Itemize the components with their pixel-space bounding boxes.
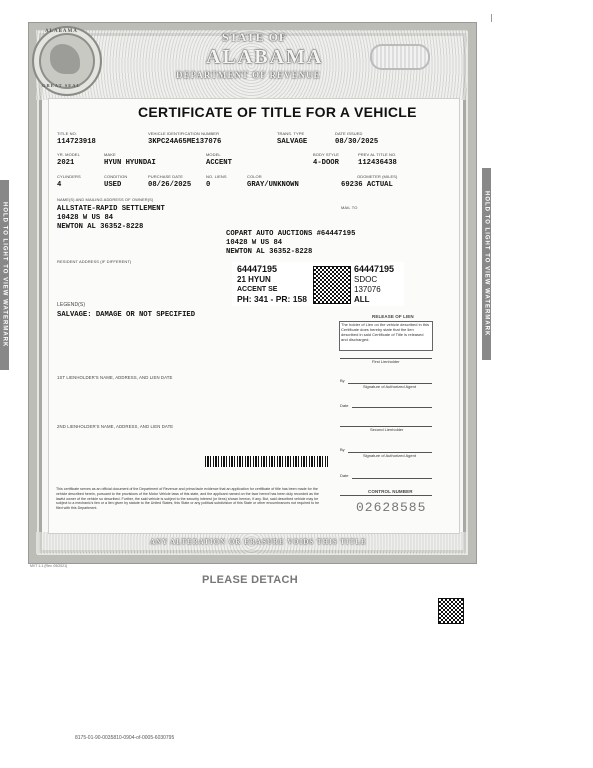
- title-no-value: 114723918: [57, 138, 96, 146]
- seal-top-text: ALABAMA: [45, 29, 78, 34]
- sticker-right-stock: 64447195: [354, 264, 395, 274]
- body-style-label: BODY STYLE: [313, 152, 340, 157]
- date-issued-value: 08/30/2025: [335, 138, 379, 146]
- condition-label: CONDITION: [104, 174, 128, 179]
- second-lienholder-caption: Second Lienholder: [370, 427, 404, 432]
- detach-qr-code: [438, 598, 464, 624]
- model-label: MODEL: [206, 152, 221, 157]
- sticker-right-vin: 137076: [354, 285, 381, 294]
- department-text: DEPARTMENT OF REVENUE: [176, 70, 321, 80]
- date-issued-label: DATE ISSUED: [335, 131, 363, 136]
- odometer-value: 69236 ACTUAL: [341, 181, 393, 189]
- signature-caption-1: Signature of Authorized Agent: [363, 384, 416, 389]
- date-label-1: Date: [340, 403, 349, 408]
- yr-model-label: YR. MODEL: [57, 152, 80, 157]
- sticker-right-doc: SDOC: [354, 275, 378, 284]
- make-label: MAKE: [104, 152, 116, 157]
- form-number: MVT 1-1 (Rev. 09/2021): [30, 564, 68, 568]
- yr-model-value: 2021: [57, 159, 75, 167]
- certificate-title: CERTIFICATE OF TITLE FOR A VEHICLE: [138, 104, 417, 120]
- corner-mark: [491, 14, 492, 22]
- legends-label: LEGEND(S): [57, 302, 86, 308]
- prev-title-label: PREV AL TITLE NO.: [358, 152, 397, 157]
- owner-label: NAME(S) AND MAILING ADDRESS OF OWNER(S): [57, 197, 154, 202]
- make-value: HYUN HYUNDAI: [104, 159, 156, 167]
- security-rosette-icon: [370, 44, 430, 70]
- owner-name: ALLSTATE-RAPID SETTLEMENT: [57, 205, 165, 213]
- cylinders-value: 4: [57, 181, 62, 189]
- cylinders-label: CYLINDERS: [57, 174, 81, 179]
- first-lienholder-label: 1ST LIENHOLDER'S NAME, ADDRESS, AND LIEN DATE: [57, 375, 173, 380]
- first-lienholder-caption: First Lienholder: [372, 359, 400, 364]
- seal-bottom-text: GREAT SEAL: [42, 83, 81, 88]
- state-of-text: STATE OF: [222, 30, 288, 44]
- control-number-value: 02628585: [356, 500, 427, 515]
- vin-value: 3KPC24A65ME137076: [148, 138, 222, 146]
- no-liens-value: 0: [206, 181, 211, 189]
- control-number-label: CONTROL NUMBER: [368, 489, 413, 494]
- resident-address-label: RESIDENT ADDRESS (IF DIFFERENT): [57, 259, 132, 264]
- left-watermark-strip: HOLD TO LIGHT TO VIEW WATERMARK: [0, 180, 9, 370]
- vin-label: VEHICLE IDENTIFICATION NUMBER: [148, 131, 220, 136]
- body-style-value: 4-DOOR: [313, 159, 339, 167]
- mail-to-name: COPART AUTO AUCTIONS #64447195: [226, 230, 356, 238]
- sticker-qr-code: [313, 266, 351, 304]
- right-watermark-strip: HOLD TO LIGHT TO VIEW WATERMARK: [482, 168, 491, 360]
- mail-to-city: NEWTON AL 36352-8228: [226, 248, 313, 256]
- control-number-line: [340, 495, 432, 496]
- disclaimer-text: This certificate serves as an official document of the Department of Revenue and prima facie evidence that an application for certificate of title has been made for the vehicle described herein, pursuant to the provisions of the Motor Vehicle laws of this state, and the applicant named on the face hereof has been duly recorded as the lawful owner of the vehicle so described. Further, the said vehicle is subject to the security interest (or liens) shown hereon, if any. But, said described vehicle may be subject to a mechanic's lien or a lien given by statute to the United States, this State or any political subdivision of this State or other encumbrances not required to be filed with this Department.: [56, 487, 320, 511]
- purchase-date-label: PURCHASE DATE: [148, 174, 184, 179]
- by-label-1: By: [340, 378, 345, 383]
- trans-type-label: TRANS. TYPE: [277, 131, 305, 136]
- bottom-banner-text: ANY ALTERATION OR ERASURE VOIDS THIS TITLE: [150, 538, 367, 546]
- color-label: COLOR: [247, 174, 262, 179]
- sticker-left-model: ACCENT SE: [237, 286, 278, 293]
- release-text: The holder of Lien on the vehicle described in this Certificate does hereby state that the lien described in said Certificate of Title is released and discharged.: [341, 322, 430, 342]
- signature-caption-2: Signature of Authorized Agent: [363, 453, 416, 458]
- please-detach-text: PLEASE DETACH: [202, 574, 298, 586]
- purchase-date-value: 08/26/2025: [148, 181, 192, 189]
- mail-to-street: 10428 W US 84: [226, 239, 283, 247]
- release-title: RELEASE OF LIEN: [372, 314, 414, 319]
- no-liens-label: NO. LIENS: [206, 174, 227, 179]
- sticker-left-ph: PH: 341 - PR: 158: [237, 294, 307, 304]
- condition-value: USED: [104, 181, 122, 189]
- document-barcode: [205, 456, 328, 467]
- owner-city: NEWTON AL 36352-8228: [57, 223, 144, 231]
- second-lienholder-label: 2ND LIENHOLDER'S NAME, ADDRESS, AND LIEN DATE: [57, 424, 174, 429]
- mail-to-label: MAIL TO: [341, 205, 358, 210]
- prev-title-value: 112436438: [358, 159, 397, 167]
- date-line-2: [352, 478, 432, 479]
- state-name: ALABAMA: [206, 46, 324, 68]
- owner-street: 10428 W US 84: [57, 214, 114, 222]
- sticker-left-make: 21 HYUN: [237, 275, 271, 284]
- by-label-2: By: [340, 447, 345, 452]
- odometer-label: ODOMETER (MILES): [357, 174, 398, 179]
- model-value: ACCENT: [206, 159, 232, 167]
- title-no-label: TITLE NO.: [57, 131, 78, 136]
- trans-type-value: SALVAGE: [277, 138, 308, 146]
- footer-document-id: 8175-01-90-0035810-0904-of-0005-6030795: [75, 735, 175, 741]
- sticker-right-all: ALL: [354, 295, 370, 304]
- sticker-left-stock: 64447195: [237, 264, 278, 274]
- date-label-2: Date: [340, 473, 349, 478]
- legends-value: SALVAGE: DAMAGE OR NOT SPECIFIED: [57, 311, 196, 319]
- color-value: GRAY/UNKNOWN: [247, 181, 299, 189]
- date-line-1: [352, 407, 432, 408]
